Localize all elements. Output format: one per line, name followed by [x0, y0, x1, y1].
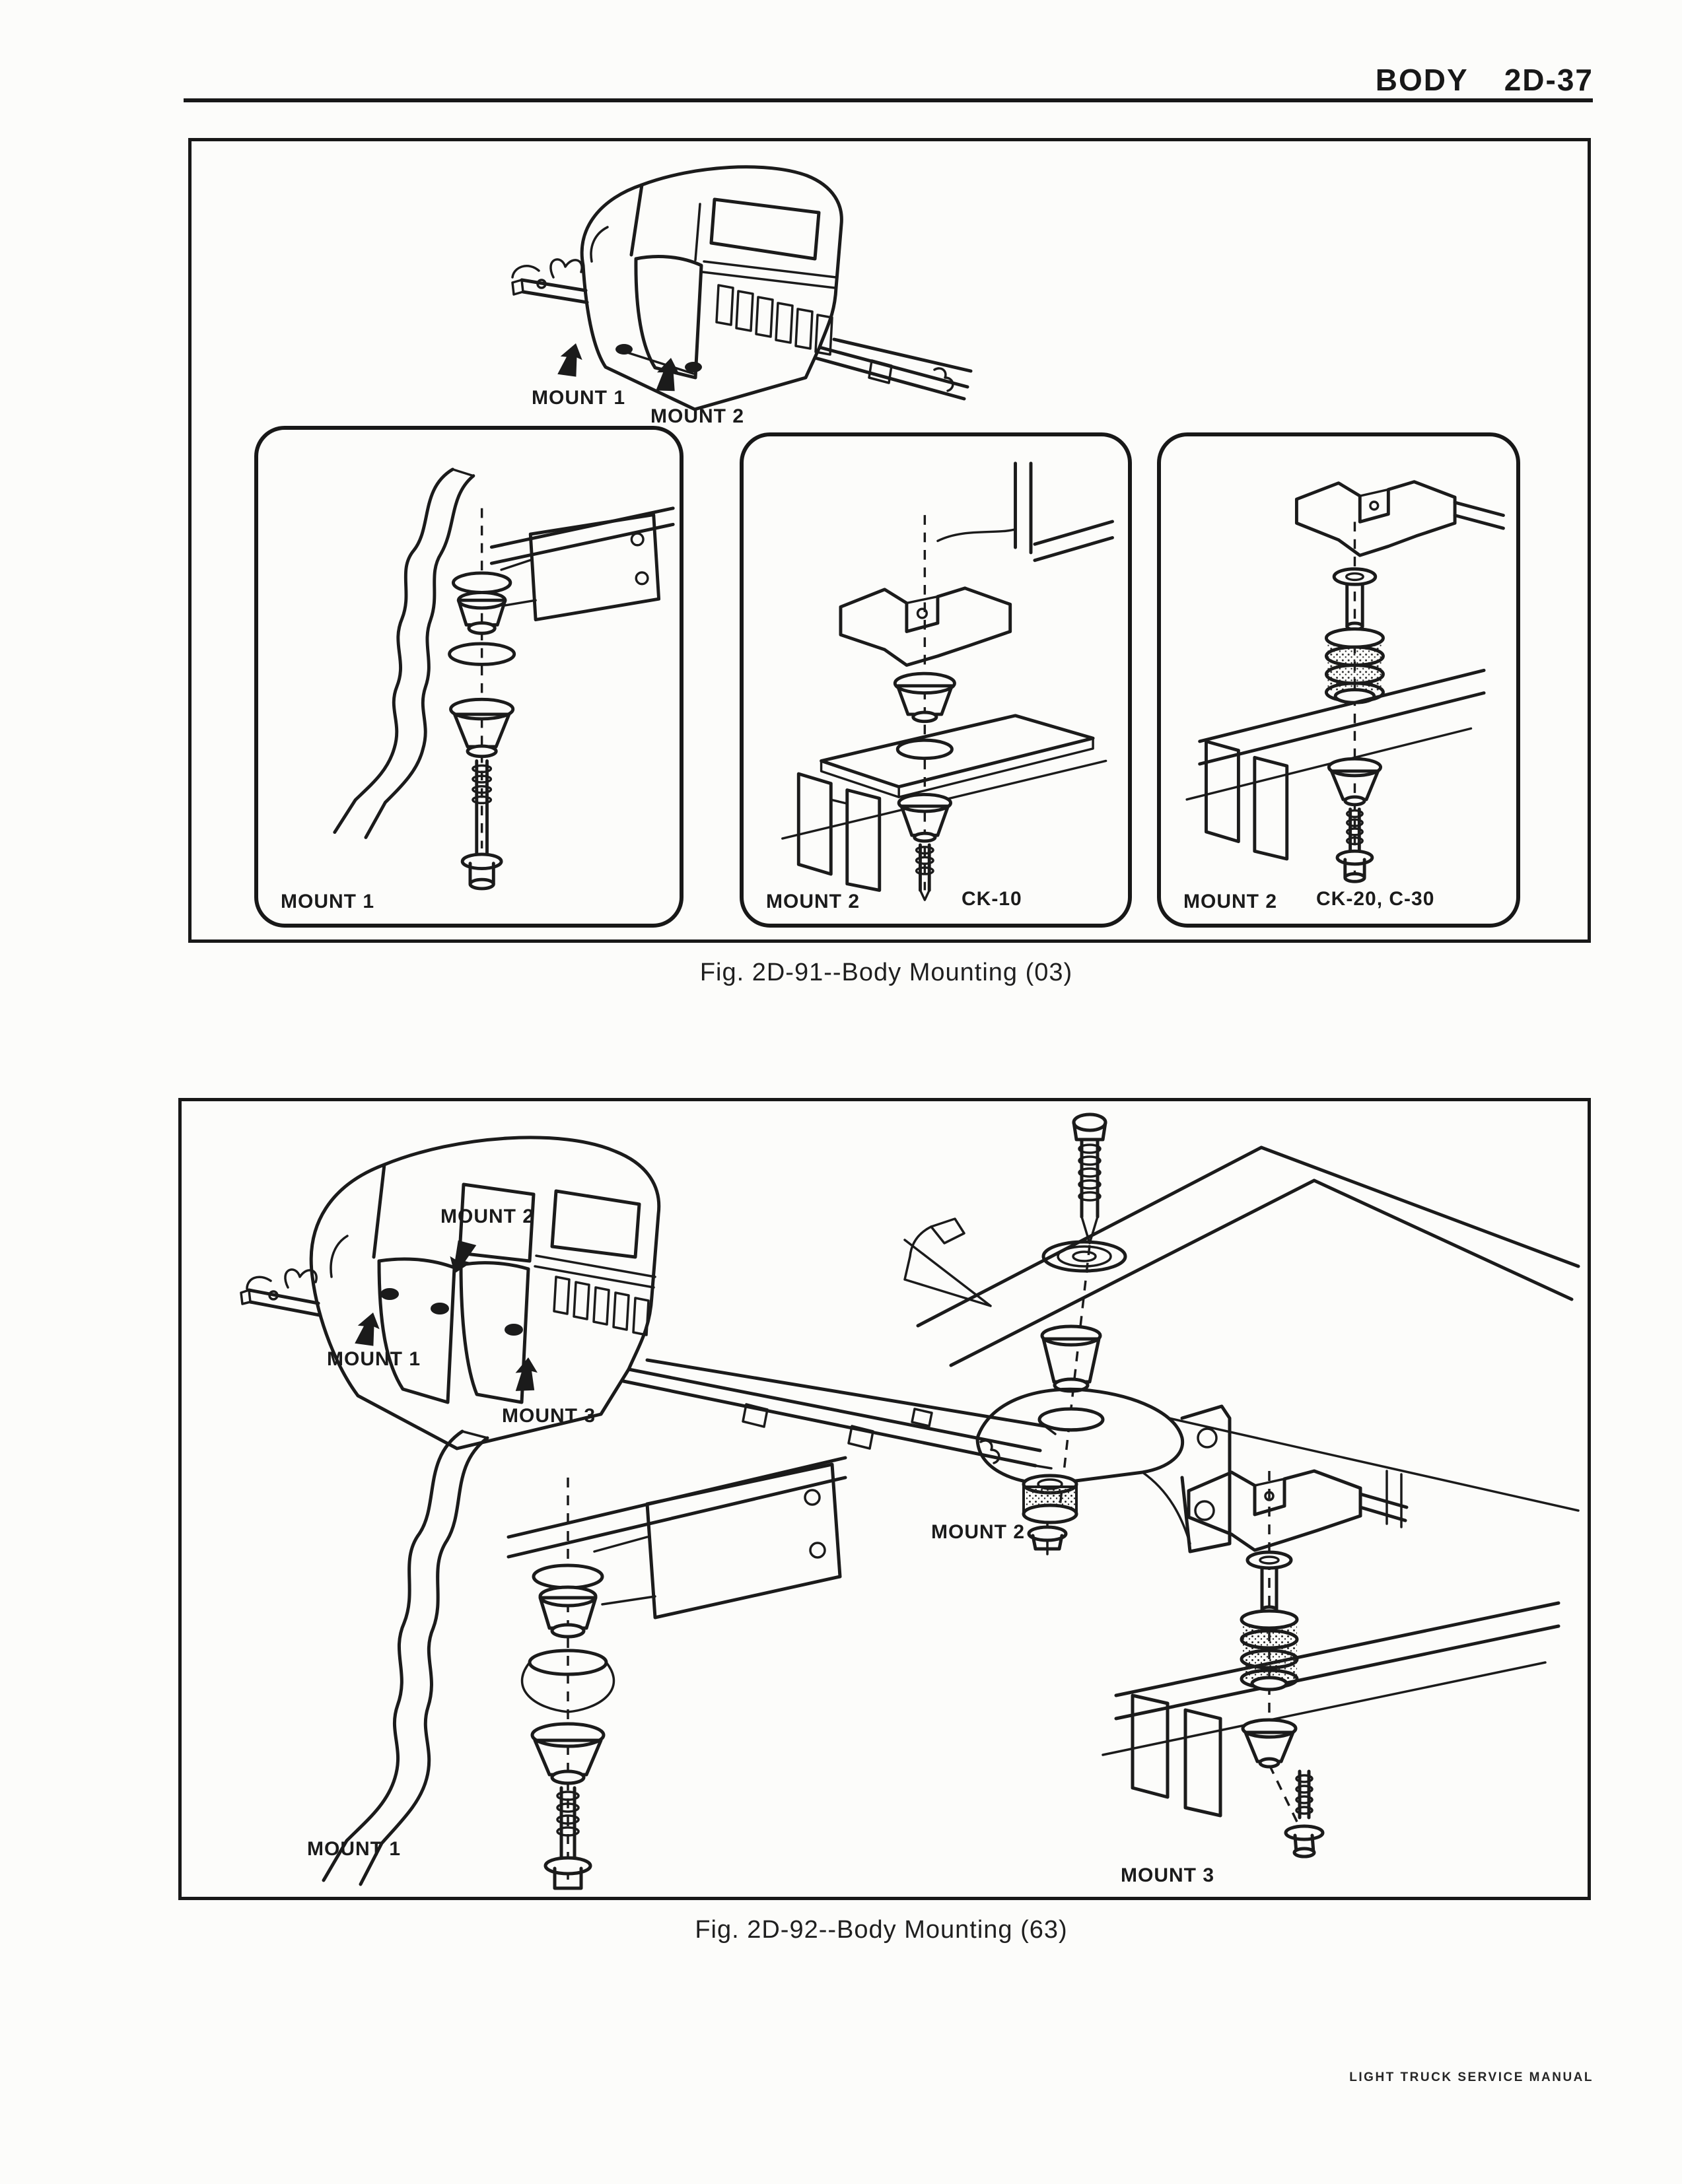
detail-label-mount-3: MOUNT 3 — [1121, 1864, 1214, 1886]
footer-manual-title: LIGHT TRUCK SERVICE MANUAL — [1349, 2070, 1594, 2084]
figure-2d92-body-mounting-63 — [178, 1098, 1591, 1900]
panel-label-mount-2-ck20: MOUNT 2 — [1183, 891, 1277, 912]
mount-1-arrow-icon — [352, 1309, 384, 1349]
mount-1-location-dot — [615, 344, 633, 355]
panel-variant-ck20-c30: CK-20, C-30 — [1316, 888, 1435, 910]
header-page-number: 2D-37 — [1504, 63, 1594, 97]
detail-panel-mount-1 — [254, 426, 683, 928]
callout-mount-1: MOUNT 1 — [327, 1348, 421, 1370]
mount-1-detail-drawing-63 — [225, 1379, 885, 1894]
mount-3-location-dot — [505, 1324, 523, 1336]
truck-cab-overview-drawing-03 — [475, 148, 977, 415]
detail-panel-mount-2-ck20-c30 — [1157, 432, 1520, 928]
panel-variant-ck10: CK-10 — [962, 888, 1022, 910]
mount-2-ck10-detail-drawing — [744, 436, 1128, 924]
mount-1-detail-drawing-03 — [258, 430, 680, 924]
mount-2-ck20-detail-drawing — [1161, 436, 1516, 924]
detail-label-mount-1: MOUNT 1 — [307, 1838, 401, 1860]
mount-3-detail-drawing-63 — [1096, 1385, 1585, 1867]
panel-label-mount-1: MOUNT 1 — [281, 891, 374, 912]
mount-2-location-dot — [685, 362, 702, 372]
mount-2-location-dot — [431, 1303, 449, 1314]
panel-label-mount-2: MOUNT 2 — [766, 891, 860, 912]
callout-mount-3: MOUNT 3 — [502, 1405, 596, 1427]
mount-1-arrow-icon — [555, 340, 586, 380]
detail-label-mount-2: MOUNT 2 — [931, 1521, 1025, 1543]
figure-2d92-caption: Fig. 2D-92--Body Mounting (63) — [695, 1916, 1068, 1944]
header-rule — [184, 98, 1593, 102]
figure-2d91-body-mounting-03 — [188, 138, 1591, 943]
callout-mount-2: MOUNT 2 — [440, 1206, 534, 1227]
detail-panel-mount-2-ck10 — [740, 432, 1132, 928]
page-header — [0, 62, 1594, 98]
callout-mount-2: MOUNT 2 — [650, 405, 744, 427]
mount-1-location-dot — [380, 1288, 399, 1300]
callout-mount-1: MOUNT 1 — [532, 387, 625, 409]
figure-2d91-caption: Fig. 2D-91--Body Mounting (03) — [699, 959, 1073, 986]
header-section-title: BODY — [1375, 63, 1469, 97]
